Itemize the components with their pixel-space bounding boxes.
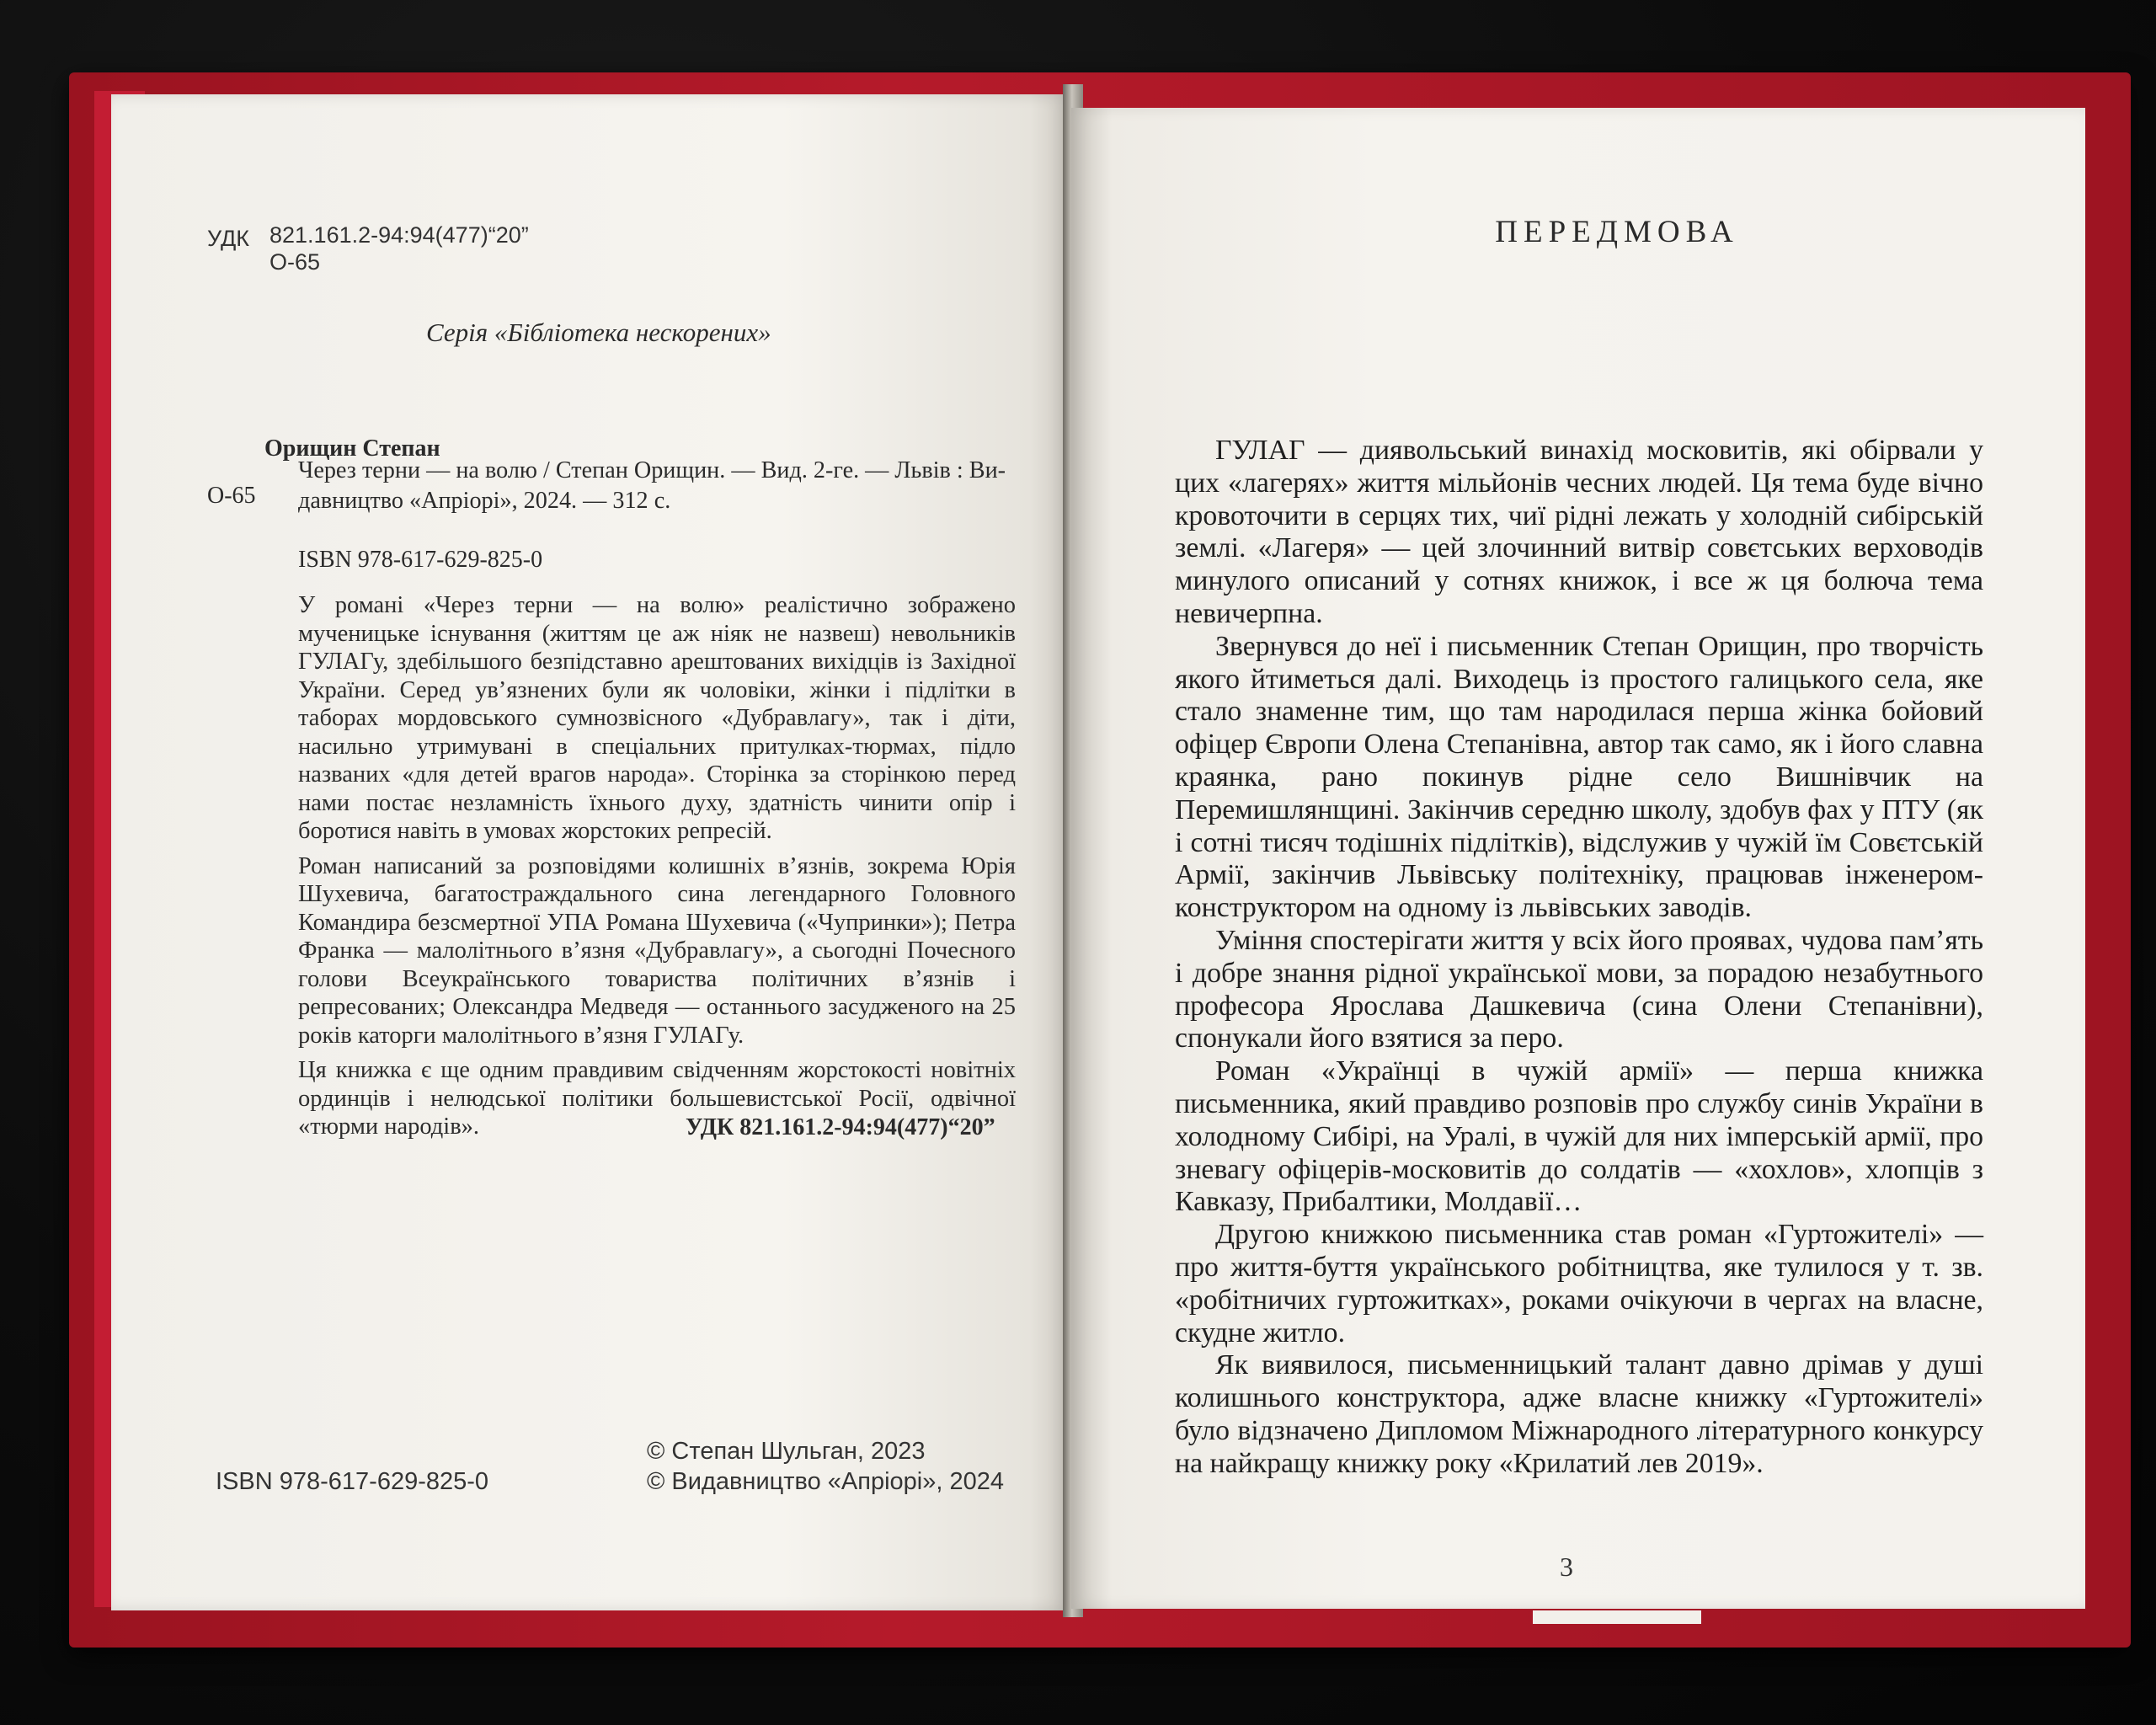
preface-paragraph: Уміння спостерігати життя у всіх його проявах, чудова пам’ять і добре знання рідної української мови, за порадою незабутнього професора Ярослава Дашкевича (сина Олени Степанівни), спонукали його взятися за перо. — [1175, 924, 1983, 1055]
preface-paragraph: ГУЛАГ — диявольський винахід московитів, які обірвали у цих «лагерях» життя мільйонів чесних людей. Ця тема буде вічно кровоточити в серцях тих, чиї рідні лежать у холодній сибірській землі. «Лагеря» — цей злочинний витвір совєтських верховодів минулого описаний у сотнях книжок, і все ж ця болюча тема невичерпна. — [1175, 435, 1983, 629]
series-title: Серія «Бібліотека нескорених» — [426, 318, 771, 347]
annotation-paragraph: У романі «Через терни — на волю» реалістично зображено мученицьке існування (життям це аж ніяк не назвеш) невольників ГУЛАГу, здебільшого безпідставно арештованих вихідців із Західної України. Серед ув’язнених були як чоловіки, жінки і підлітки в таборах мордовського сумнозвісного «Дубравлагу», так і діти, насильно утримувані в спеціальних притулках-тюрмах, підло названих «для детей врагов народа». Сторінка за сторінкою перед нами постає незламність їхнього духу, здатність чинити опір і боротися навіть в умовах жорстоких репресій. — [298, 592, 1016, 844]
udk-label: УДК — [207, 226, 249, 251]
preface-paragraph: Як виявилося, письменницький талант давно дрімав у душі колишнього конструктора, адже власне книжку «Гуртожителі» було відзначено Дипломом Міжнародного літературного конкурсу на найкращу книжку року «Крилатий лев 2019». — [1175, 1349, 1983, 1479]
entry-line-2: давництво «Апріорі», 2024. — 312 с. — [298, 488, 671, 514]
isbn-entry: ISBN 978-617-629-825-0 — [298, 547, 543, 573]
preface-paragraph: Звернувся до неї і письменник Степан Орищин, про творчість якого йтиметься далі. Виходець із простого галицького села, яке стало знаменне тим, що там народилася перша жінка бойовий офіцер Європи Олена Степанівна, автор так само, як і його славна краянка, рано покинув рідне село Вишнівчик на Перемишлянщині. Закінчив середню школу, здобув фах у ПТУ (як і сотні тисяч тодішніх підлітків), відслужив у чужій їм Совєтській Армії, закінчив Львівську політехніку, працював інженером-конструктором на одному із львівських заводів. — [1175, 630, 1983, 924]
isbn-footer: ISBN 978-617-629-825-0 — [216, 1468, 489, 1495]
page-edge — [1533, 1610, 1701, 1624]
preface-paragraph: Роман «Українці в чужій армії» — перша книжка письменника, який правдиво розповів про службу синів України в холодному Сибірі, на Уралі, в чужій для них імперській армії, про зневагу офіцерів-московитів до солдатів — «хохлов», хлопців з Кавказу, Прибалтики, Молдавії… — [1175, 1055, 1983, 1218]
page-title: ПЕРЕДМОВА — [1495, 215, 1739, 249]
page-number: 3 — [1560, 1551, 1573, 1582]
copyright-author: © Степан Шульган, 2023 — [647, 1438, 926, 1465]
preface-paragraph: Другою книжкою письменника став роман «Гуртожителі» — про життя-буття українського робітництва, яке тулилося у т. зв. «робітничих гуртожитках», роками очікуючи в чергах на власне, скудне житло. — [1175, 1219, 1983, 1348]
entry-cipher: О-65 — [207, 483, 256, 509]
udk-bottom: УДК 821.161.2-94:94(477)“20” — [686, 1114, 995, 1140]
copyright-publisher: © Видавництво «Апріорі», 2024 — [647, 1468, 1004, 1495]
annotation-paragraph: Ця книжка є ще одним правдивим свідченням жорстокості новітніх ординців і нелюдської політики большевистської Росії, одвічної «тюрми народів». — [298, 1057, 1016, 1140]
annotation-paragraph: Роман написаний за розповідями колишніх в’язнів, зокрема Юрія Шухевича, багатостраждального сина легендарного Головного Командира безсмертної УПА Романа Шухевича («Чупринки»); Петра Франка — малолітнього в’язня «Дубравлагу», а сьогодні Почесного голови Всеукраїнського товариства політичних в’язнів і репресованих; Олександра Медведя — останнього засудженого на 25 років каторги малолітнього в’язня ГУЛАГу. — [298, 852, 1016, 1049]
annotation — [298, 591, 1016, 1148]
udk-code: 821.161.2-94:94(477)“20” — [270, 222, 529, 248]
cipher: О-65 — [270, 249, 321, 275]
entry-line-1: Через терни — на волю / Степан Орищин. — Вид. 2-ге. — Львів : Ви- — [298, 457, 1006, 483]
author-heading: Орищин Степан — [264, 435, 440, 462]
preface-text — [1175, 435, 1983, 1481]
